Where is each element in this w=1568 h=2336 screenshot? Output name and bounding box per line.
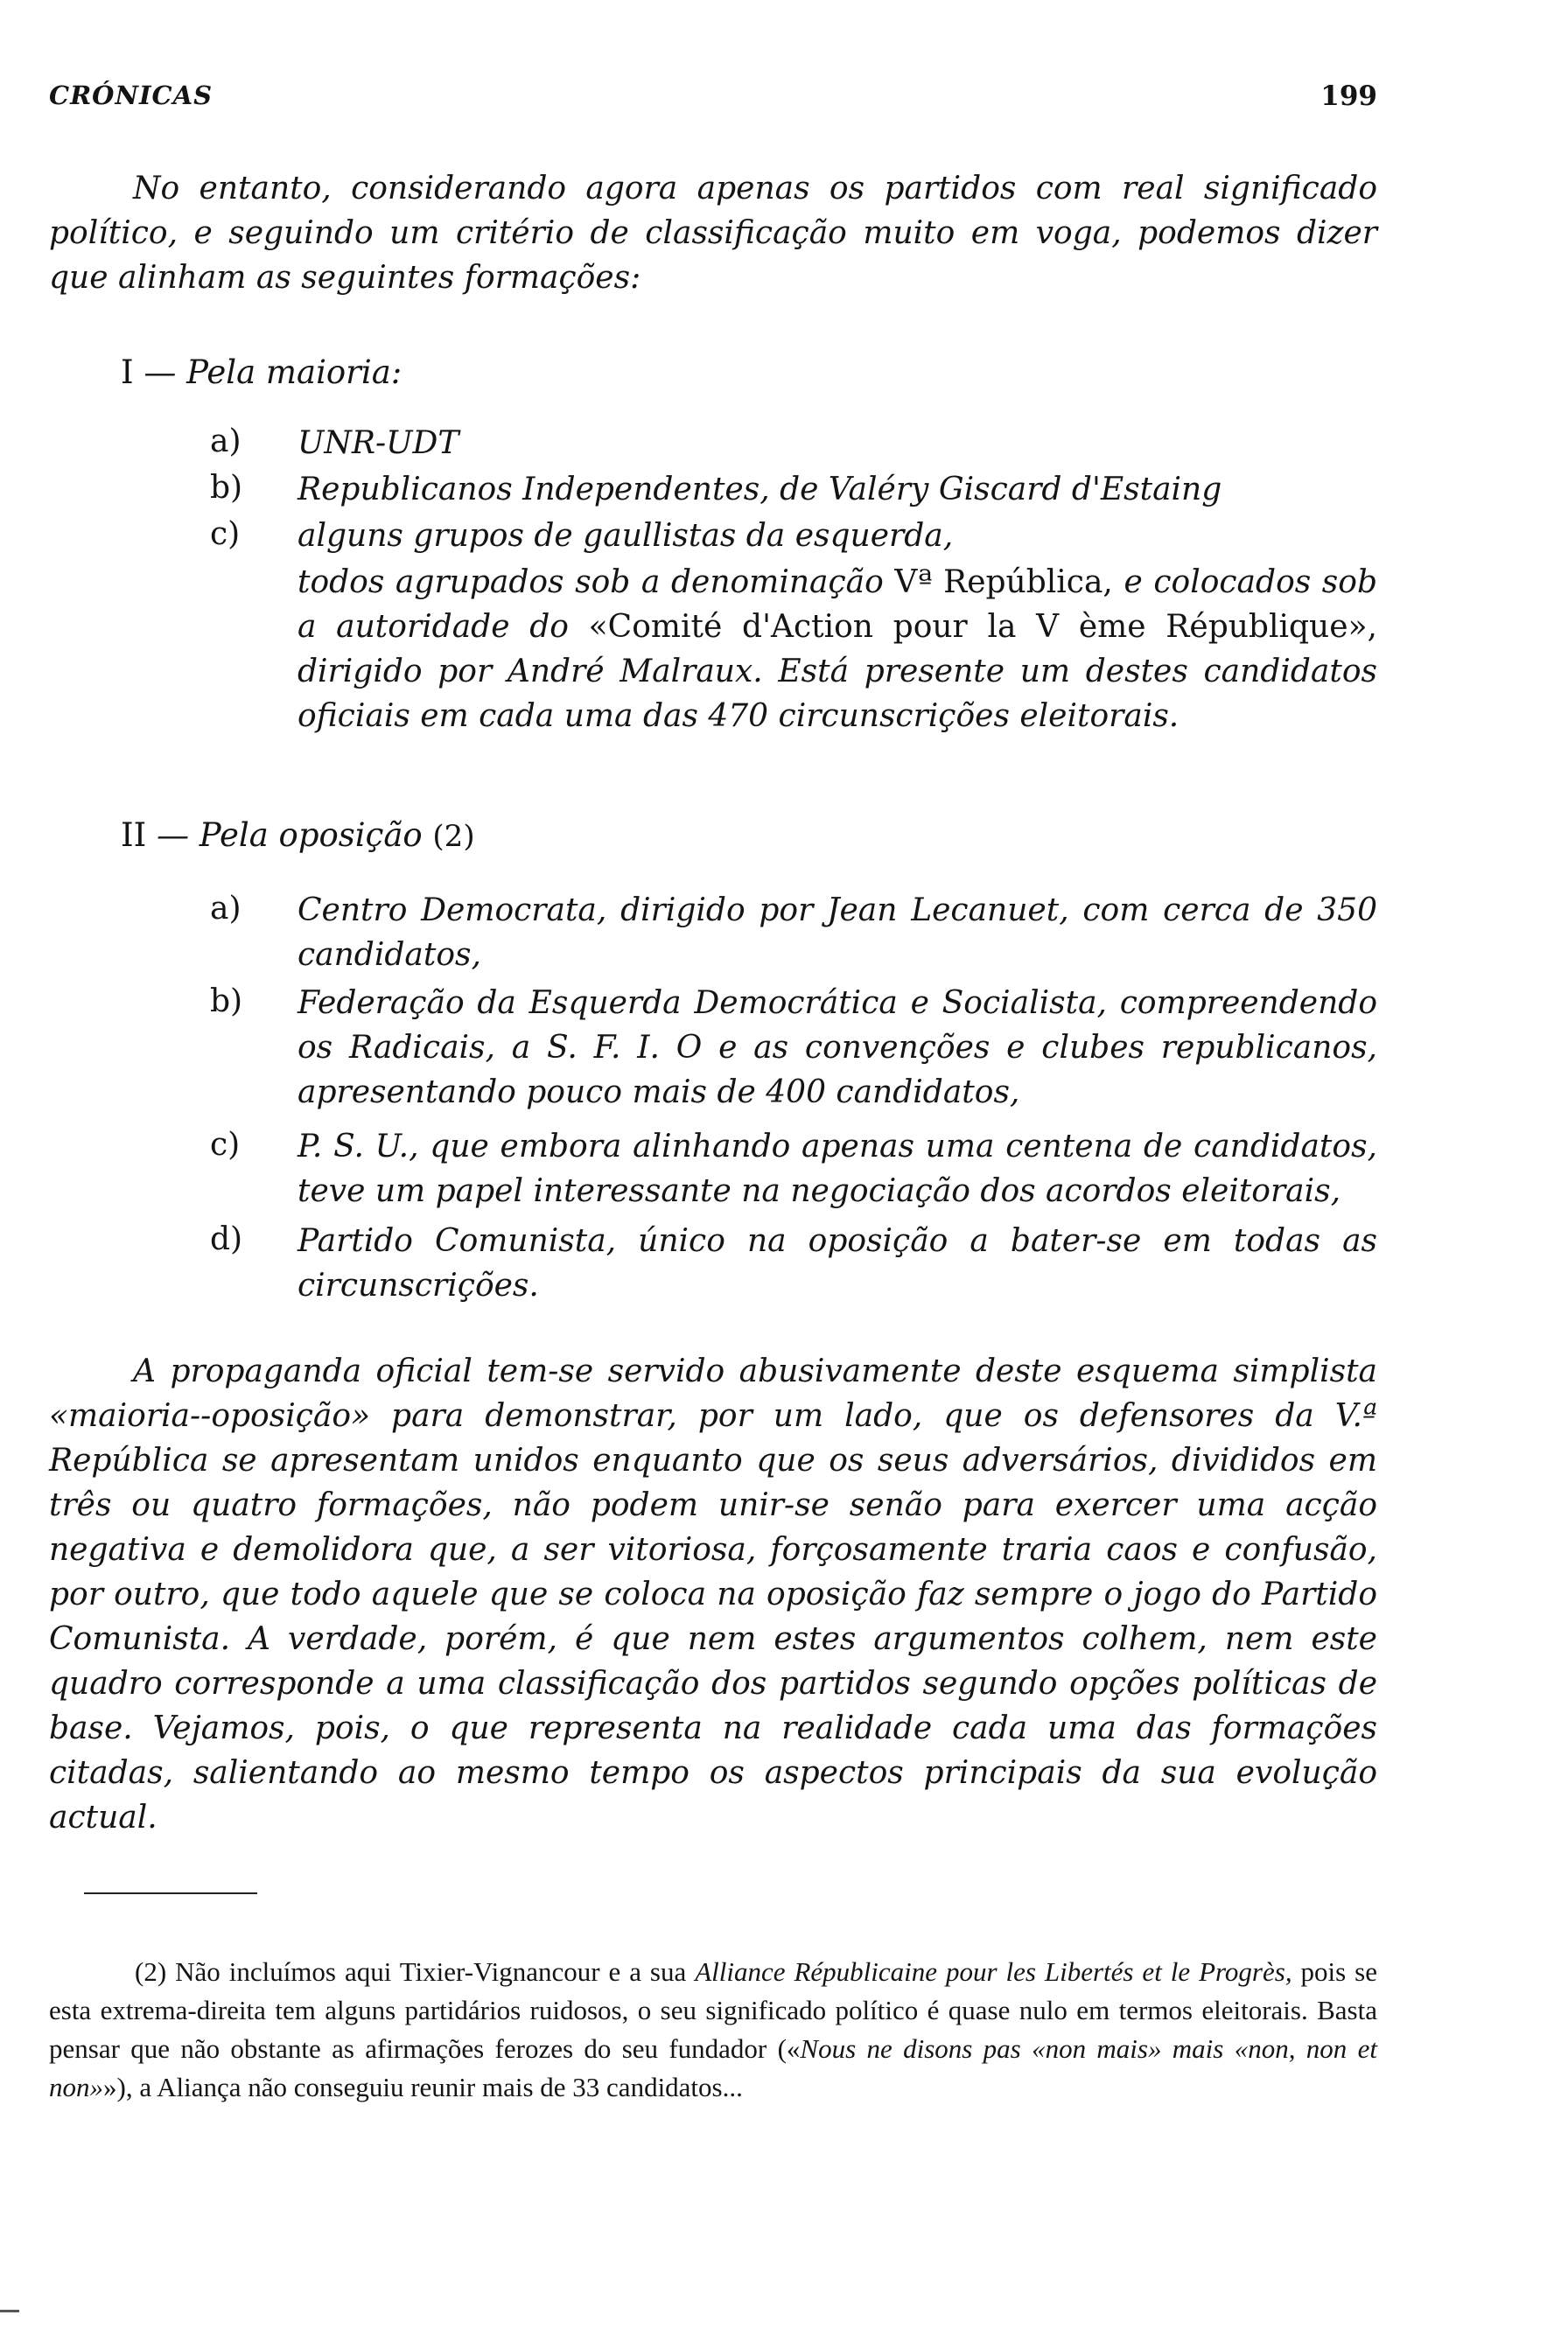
list-item-text: Federação da Esquerda Democrática e Socialista, compreendendo os Radicais, a S. F. I. O e as convenções e clubes republicanos, apresentando pouco mais de 400 candidatos, xyxy=(298,985,1377,1110)
list-item-text: Partido Comunista, único na oposição a bater-se em todas as circunscrições. xyxy=(298,1223,1377,1304)
section-heading-majority xyxy=(121,353,402,391)
footnote-text: pois se esta extrema-direita tem alguns partidários ruidosos, o seu significado político é quase nulo em termos eleitorais. Basta pensar que não obstante as afirmações ferozes do seu fundador (« xyxy=(49,1956,1377,2064)
list-item-text: alguns grupos de gaullistas da esquerda, xyxy=(298,518,954,554)
list-label: c) xyxy=(210,1127,241,1163)
list-continuation xyxy=(298,560,1377,738)
continuation-text: dirigido por André Malraux. Está presente um destes candidatos oficiais em cada uma das 470 circunscrições eleitorais. xyxy=(298,654,1377,734)
footnote-text: Não incluímos aqui Tixier-Vignancour e a sua xyxy=(166,1956,696,1987)
list-label: b) xyxy=(210,983,243,1019)
section-numeral: II xyxy=(121,816,147,854)
list-item-text: P. S. U., que embora alinhando apenas uma centena de candidatos, teve um papel interessante na negociação dos acordos eleitorais, xyxy=(298,1129,1377,1209)
list-label: a) xyxy=(210,423,242,459)
footnote-text: »), a Aliança não conseguiu reunir mais de 33 candidatos... xyxy=(103,2072,743,2102)
continuation-upright-text: «Comité d'Action pour la V ème République», xyxy=(588,609,1377,645)
list-item-text: Republicanos Independentes, de Valéry Giscard d'Estaing xyxy=(298,472,1222,507)
scan-edge-mark xyxy=(0,2310,19,2312)
list-label: c) xyxy=(210,516,241,552)
footnote-separator xyxy=(84,1892,257,1894)
continuation-text: todos agrupados sob a denominação xyxy=(298,564,895,600)
section-heading-opposition xyxy=(121,816,475,854)
continuation-text: e colocados sob a autoridade do xyxy=(298,564,1378,645)
section-title-text: — Pela oposição xyxy=(146,816,433,854)
footnote-italic-text: Alliance Républicaine pour les Libertés et le Progrès, xyxy=(695,1956,1292,1987)
continuation-upright-text: Vª República, xyxy=(894,564,1113,600)
list-label: d) xyxy=(210,1221,243,1257)
intro-paragraph: No entanto, considerando agora apenas os partidos com real significado político, e seguindo um critério de classificação muito em voga, podemos dizer que alinham as seguintes formações: xyxy=(49,171,1377,296)
page-number: 199 xyxy=(1320,80,1377,112)
list-label: b) xyxy=(210,470,243,506)
list-item-text: Centro Democrata, dirigido por Jean Lecanuet, com cerca de 350 candidatos, xyxy=(298,892,1377,973)
body-paragraph: A propaganda oficial tem-se servido abusivamente deste esquema simplista «maioria--oposição» para demonstrar, por um lado, que os defensores da V.ª República se apresentam unidos enquanto que os seus adversários, divididos em três ou quatro formações, não podem unir-se senão para exercer uma acção negativa e demolidora que, a ser vitoriosa, forçosamente traria caos e confusão, por outro, que todo aquele que se coloca na oposição faz sempre o jogo do Partido Comunista. A verdade, porém, é que nem estes argumentos colhem, nem este quadro corresponde a uma classificação dos partidos segundo opções políticas de base. Vejamos, pois, o que representa na realidade cada uma das formações citadas, salientando ao mesmo tempo os aspectos principais da sua evolução actual. xyxy=(49,1353,1377,1836)
section-numeral: I xyxy=(121,353,134,391)
list-label: a) xyxy=(210,891,242,927)
footnote xyxy=(49,1953,1377,2107)
running-header xyxy=(49,80,1377,115)
section-title-text: — Pela maioria: xyxy=(133,353,402,391)
footnote-italic-text: Nous ne disons pas «non mais» mais «non, non et non» xyxy=(49,2033,1377,2102)
section-title: CRÓNICAS xyxy=(49,80,214,110)
footnote-reference: (2) xyxy=(432,819,475,854)
list-item-text: UNR-UDT xyxy=(298,425,459,461)
footnote-marker: (2) xyxy=(135,1956,167,1987)
